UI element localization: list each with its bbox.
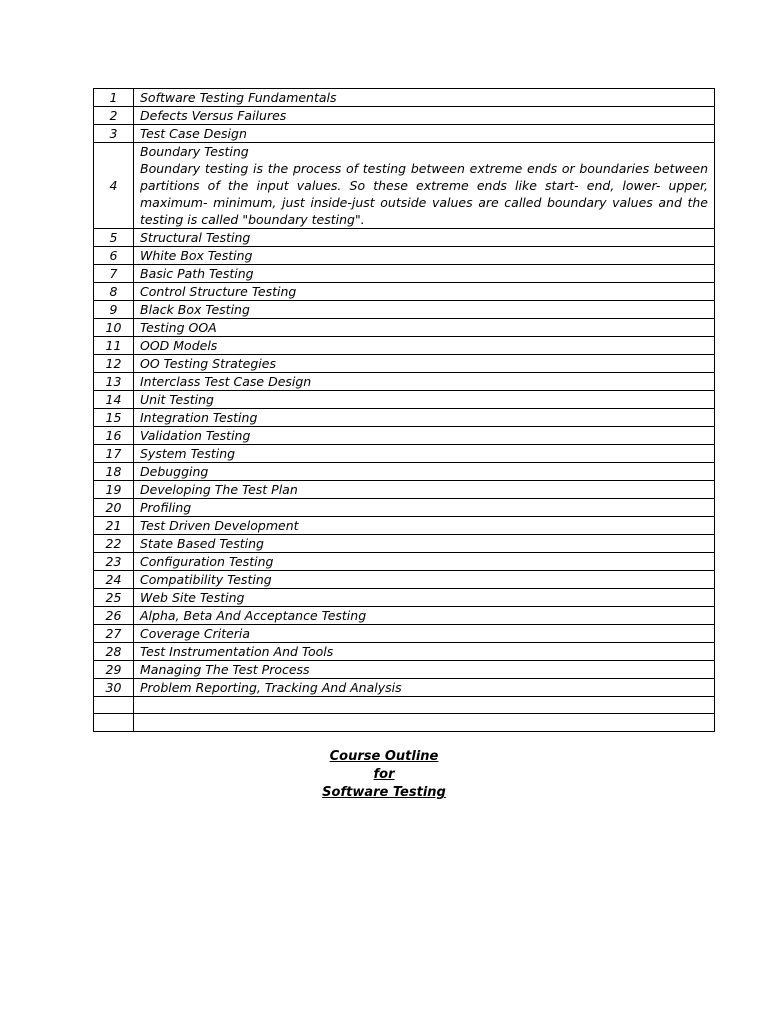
topic-cell: Developing The Test Plan (134, 481, 715, 499)
title-line-course-outline: Course Outline (329, 749, 439, 764)
topic-cell: Test Case Design (134, 125, 715, 143)
topic-cell: Alpha, Beta And Acceptance Testing (134, 607, 715, 625)
table-row (94, 661, 715, 679)
topic-cell: Coverage Criteria (134, 625, 715, 643)
table-row (94, 589, 715, 607)
row-number: 1 (94, 89, 134, 107)
table-row (94, 679, 715, 697)
row-number: 20 (94, 499, 134, 517)
table-row (94, 107, 715, 125)
topic-cell: Managing The Test Process (134, 661, 715, 679)
topic-cell: Interclass Test Case Design (134, 373, 715, 391)
table-row (94, 427, 715, 445)
title-line-for: for (373, 767, 395, 783)
row-number (94, 714, 134, 731)
table-row (94, 445, 715, 463)
table-row (94, 643, 715, 661)
row-number: 30 (94, 679, 134, 697)
topic-cell: White Box Testing (134, 247, 715, 265)
course-outline-table-body (94, 89, 715, 732)
table-row (94, 265, 715, 283)
course-outline-table (93, 88, 715, 732)
row-number: 14 (94, 391, 134, 409)
topic-cell: OOD Models (134, 337, 715, 355)
topic-cell (134, 143, 715, 229)
course-title-block (0, 748, 768, 803)
table-row (94, 409, 715, 427)
title-line-subject: Software Testing (322, 785, 446, 801)
row-number: 28 (94, 643, 134, 661)
row-number: 24 (94, 571, 134, 589)
topic-cell: Profiling (134, 499, 715, 517)
table-row (94, 463, 715, 481)
row-number: 6 (94, 247, 134, 265)
topic-cell: OO Testing Strategies (134, 355, 715, 373)
table-row (94, 301, 715, 319)
table-row (94, 535, 715, 553)
row-number: 9 (94, 301, 134, 319)
table-row (94, 229, 715, 247)
row-number: 27 (94, 625, 134, 643)
row-number (94, 697, 134, 714)
table-row (94, 481, 715, 499)
row-number: 29 (94, 661, 134, 679)
topic-cell: Basic Path Testing (134, 265, 715, 283)
table-row (94, 125, 715, 143)
table-row (94, 319, 715, 337)
topic-cell: Testing OOA (134, 319, 715, 337)
table-row (94, 391, 715, 409)
row-number: 2 (94, 107, 134, 125)
table-row (94, 337, 715, 355)
topic-title: Boundary Testing (140, 144, 249, 159)
topic-cell: System Testing (134, 445, 715, 463)
table-row (94, 143, 715, 229)
table-row (94, 571, 715, 589)
table-row (94, 247, 715, 265)
topic-description: Boundary testing is the process of testing between extreme ends or boundaries between partitions of the input values. So these extreme ends like start- end, lower- upper, maximum- minimum, just inside-just outside values are called boundary values and the testing is called "boundary testing". (140, 161, 708, 227)
row-number: 8 (94, 283, 134, 301)
row-number: 12 (94, 355, 134, 373)
topic-cell (134, 714, 715, 731)
topic-cell: Web Site Testing (134, 589, 715, 607)
row-number: 19 (94, 481, 134, 499)
topic-cell: Compatibility Testing (134, 571, 715, 589)
topic-cell: Black Box Testing (134, 301, 715, 319)
topic-cell: Problem Reporting, Tracking And Analysis (134, 679, 715, 697)
topic-cell: Unit Testing (134, 391, 715, 409)
row-number: 25 (94, 589, 134, 607)
row-number: 5 (94, 229, 134, 247)
table-row (94, 517, 715, 535)
topic-cell: Software Testing Fundamentals (134, 89, 715, 107)
table-row (94, 553, 715, 571)
topic-cell: Configuration Testing (134, 553, 715, 571)
topic-cell: Control Structure Testing (134, 283, 715, 301)
table-row (94, 607, 715, 625)
row-number: 15 (94, 409, 134, 427)
row-number: 3 (94, 125, 134, 143)
topic-cell: Test Instrumentation And Tools (134, 643, 715, 661)
row-number: 7 (94, 265, 134, 283)
topic-cell: Integration Testing (134, 409, 715, 427)
row-number: 21 (94, 517, 134, 535)
table-row (94, 499, 715, 517)
row-number: 10 (94, 319, 134, 337)
table-row (94, 373, 715, 391)
topic-cell: Validation Testing (134, 427, 715, 445)
table-row (94, 697, 715, 714)
topic-cell: Debugging (134, 463, 715, 481)
row-number: 13 (94, 373, 134, 391)
topic-cell: Defects Versus Failures (134, 107, 715, 125)
topic-cell: State Based Testing (134, 535, 715, 553)
table-row (94, 355, 715, 373)
row-number: 16 (94, 427, 134, 445)
row-number: 22 (94, 535, 134, 553)
topic-cell: Structural Testing (134, 229, 715, 247)
row-number: 26 (94, 607, 134, 625)
row-number: 18 (94, 463, 134, 481)
topic-cell: Test Driven Development (134, 517, 715, 535)
table-row (94, 625, 715, 643)
row-number: 23 (94, 553, 134, 571)
table-row (94, 89, 715, 107)
row-number: 17 (94, 445, 134, 463)
row-number: 4 (94, 143, 134, 229)
table-row (94, 283, 715, 301)
table-row (94, 714, 715, 731)
row-number: 11 (94, 337, 134, 355)
topic-cell (134, 697, 715, 714)
